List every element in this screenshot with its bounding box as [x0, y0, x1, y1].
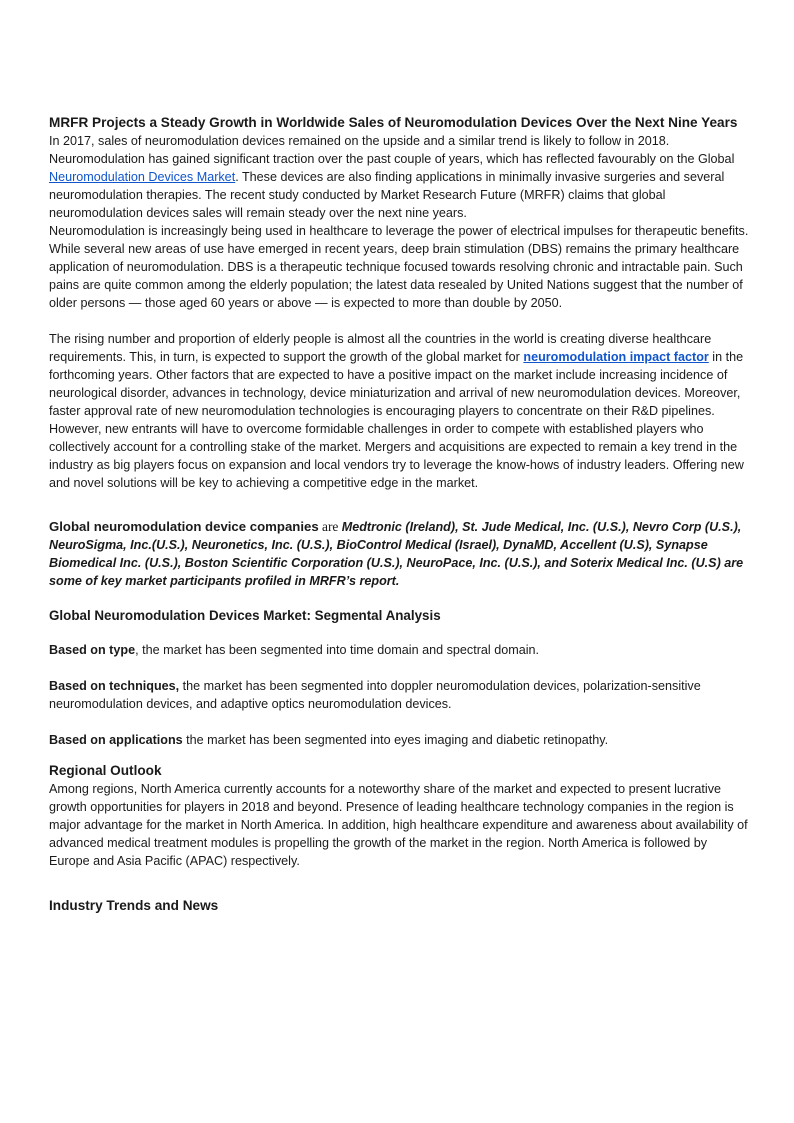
spacer [49, 625, 749, 641]
segment-techniques-label: Based on techniques, [49, 679, 180, 693]
paragraph-elderly [49, 330, 749, 492]
spacer [49, 749, 749, 761]
companies-label: Global neuromodulation device companies [49, 519, 319, 534]
neuromodulation-impact-factor-link[interactable]: neuromodulation impact factor [523, 350, 709, 364]
spacer [49, 713, 749, 731]
regional-outlook-heading: Regional Outlook [49, 763, 162, 778]
segment-applications [49, 731, 749, 749]
spacer [49, 659, 749, 677]
segment-type-label: Based on type [49, 643, 136, 657]
paragraph-dbs: Neuromodulation is increasingly being used in healthcare to leverage the power of electrical impulses for therapeutic benefits. While several new areas of use have emerged in recent years, deep brain stimulation (DBS) remains the primary healthcare application of neuromodulation. DBS is a therapeutic technique focused towards resolving chronic and intractable pain. Such pains are quite common among the elderly population; the latest data resealed by United Nations suggest that the number of older persons — those aged 60 years or above — is expected to more than double by 2050. [49, 224, 749, 310]
neuromodulation-devices-market-link[interactable]: Neuromodulation Devices Market [49, 170, 236, 184]
article-title: MRFR Projects a Steady Growth in Worldwide Sales of Neuromodulation Devices Over the Next Nine Years [49, 115, 738, 130]
segment-techniques-text: the market has been segmented into doppler neuromodulation devices, polarization-sensitive neuromodulation devices, and adaptive optics neuromodulation devices. [49, 679, 701, 711]
companies-paragraph [49, 518, 749, 590]
industry-trends-heading: Industry Trends and News [49, 898, 219, 913]
spacer [49, 492, 749, 518]
segment-applications-text: the market has been segmented into eyes imaging and diabetic retinopathy. [182, 733, 609, 747]
segment-techniques [49, 677, 749, 713]
companies-list: Medtronic (Ireland), St. Jude Medical, Inc. (U.S.), Nevro Corp (U.S.), NeuroSigma, Inc.(U.S.), Neuronetics, Inc. (U.S.), BioControl Medical (Israel), DynaMD, Accellent (U.S), Synapse Biomedical Inc. (U.S.), Boston Scientific Corporation (U.S.), NeuroPace, Inc. (U.S.), and Soterix Medical Inc. (U.S) are some of key market participants profiled in MRFR’s report. [49, 520, 744, 588]
paragraph-elderly-start: The rising number and proportion of elderly people is almost all the countries in the world is creating diverse healthcare requirements. This, in turn, is expected to support the growth of the global market for [49, 332, 712, 364]
document-page [49, 113, 749, 915]
spacer [49, 590, 749, 606]
intro-text-start: In 2017, sales of neuromodulation devices remained on the upside and a similar trend is likely to follow in 2018. Neuromodulation has gained significant traction over the past couple of years, which has reflected favourably on the Global [49, 134, 735, 166]
spacer [49, 870, 749, 896]
segment-type [49, 641, 749, 659]
segment-applications-label: Based on applications [49, 733, 183, 747]
segment-type-text: , the market has been segmented into time domain and spectral domain. [135, 643, 540, 657]
companies-connector: are [318, 519, 342, 534]
regional-outlook-paragraph: Among regions, North America currently accounts for a noteworthy share of the market and expected to present lucrative growth opportunities for players in 2018 and beyond. Presence of leading healthcare technology companies in the region is major advantage for the market in North America. In addition, high healthcare expenditure and awareness about availability of advanced medical treatment modules is propelling the growth of the market in the region. North America is followed by Europe and Asia Pacific (APAC) respectively. [49, 782, 748, 868]
spacer [49, 312, 749, 330]
intro-text-end: . These devices are also finding applications in minimally invasive surgeries and several neuromodulation therapies. The recent study conducted by Market Research Future (MRFR) claims that global neuromodulation devices sales will remain steady over the next nine years. [49, 170, 725, 220]
segmental-analysis-heading: Global Neuromodulation Devices Market: Segmental Analysis [49, 608, 441, 623]
intro-paragraph [49, 132, 749, 222]
paragraph-elderly-end: in the forthcoming years. Other factors that are expected to have a positive impact on the market include increasing incidence of neurological disorder, advances in technology, device miniaturization and arrival of new neuromodulation devices. Moreover, faster approval rate of new neuromodulation technologies is encouraging players to concentrate on their R&D pipelines. However, new entrants will have to overcome formidable challenges in order to compete with established players who collectively account for a controlling stake of the market. Mergers and acquisitions are expected to remain a key trend in the industry as big players focus on expansion and local vendors try to leverage the know-hows of industry leaders. Offering new and novel solutions will be key to achieving a competitive edge in the market. [49, 350, 744, 490]
